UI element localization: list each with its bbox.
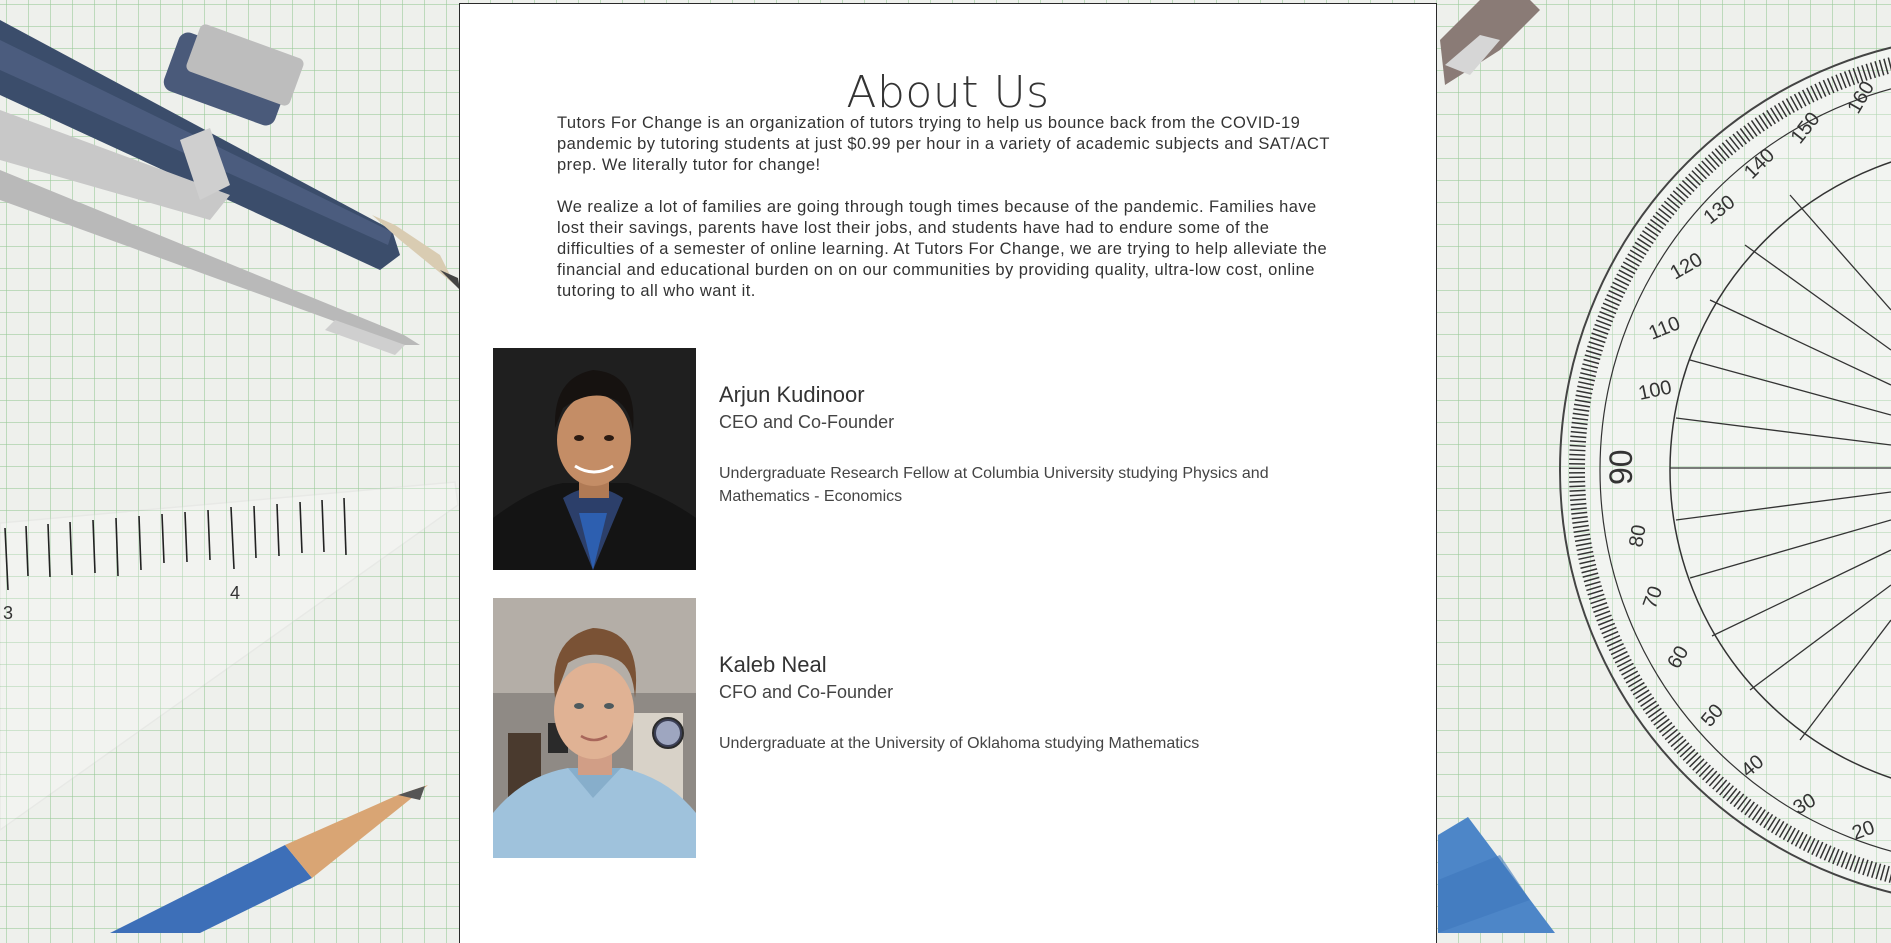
team-member-photo-arjun bbox=[493, 348, 696, 570]
ruler-triangle-illustration bbox=[0, 482, 458, 830]
portrait-illustration bbox=[493, 348, 696, 570]
protractor-label-120: 120 bbox=[1666, 248, 1707, 285]
team-member-role: CFO and Co-Founder bbox=[719, 682, 894, 702]
intro-paragraph: Tutors For Change is an organization of tutors trying to help us bounce back from the COVID-19 pandemic by tutoring students at just $0.99 per hour in a variety of academic subjects and SAT/ACT prep. We literally tutor for change! bbox=[557, 114, 1330, 174]
blue-pencil-illustration bbox=[110, 785, 428, 933]
team-member-bio: Undergraduate at the University of Oklahoma studying Mathematics bbox=[719, 735, 1200, 752]
team-member-photo-kaleb bbox=[493, 598, 696, 858]
protractor-label-20: 20 bbox=[1849, 816, 1878, 845]
team-member-role: CEO and Co-Founder bbox=[719, 412, 895, 432]
protractor-label-150: 150 bbox=[1786, 108, 1825, 149]
protractor-label-60: 60 bbox=[1663, 642, 1694, 673]
page-title: About Us bbox=[846, 67, 1050, 119]
team-member-name: Arjun Kudinoor bbox=[719, 382, 865, 407]
protractor-label-80: 80 bbox=[1625, 523, 1651, 549]
compass-pencil-illustration bbox=[0, 20, 460, 355]
ruler-label-3: 3 bbox=[3, 603, 14, 623]
protractor-label-70: 70 bbox=[1639, 583, 1668, 612]
protractor-label-160: 160 bbox=[1843, 77, 1880, 118]
protractor-illustration bbox=[1560, 35, 1891, 905]
protractor-label-140: 140 bbox=[1739, 144, 1780, 184]
protractor-label-40: 40 bbox=[1737, 750, 1769, 782]
protractor-label-110: 110 bbox=[1645, 312, 1684, 345]
team-member-bio: Undergraduate Research Fellow at Columbia University studying Physics and Mathematics - Economics bbox=[719, 465, 1269, 505]
compass-point-illustration bbox=[1440, 0, 1540, 85]
protractor-label-130: 130 bbox=[1699, 191, 1740, 229]
protractor-label-90: 90 bbox=[1603, 449, 1639, 485]
protractor-label-50: 50 bbox=[1696, 700, 1729, 732]
about-panel bbox=[459, 3, 1437, 943]
eraser-illustration bbox=[1438, 817, 1555, 933]
protractor-label-30: 30 bbox=[1789, 789, 1820, 820]
mission-paragraph: We realize a lot of families are going through tough times because of the pandemic. Families have lost their savings, parents have lost their jobs, and students have had to endure some of the difficulties of a semester of online learning. At Tutors For Change, we are trying to help alleviate the financial and educational burden on on our communities by providing quality, ultra-low cost, online tutoring to all who want it. bbox=[557, 198, 1328, 300]
portrait-illustration bbox=[493, 598, 696, 858]
team-member-name: Kaleb Neal bbox=[719, 652, 827, 677]
ruler-label-4: 4 bbox=[230, 583, 241, 603]
protractor-label-100: 100 bbox=[1636, 376, 1674, 405]
